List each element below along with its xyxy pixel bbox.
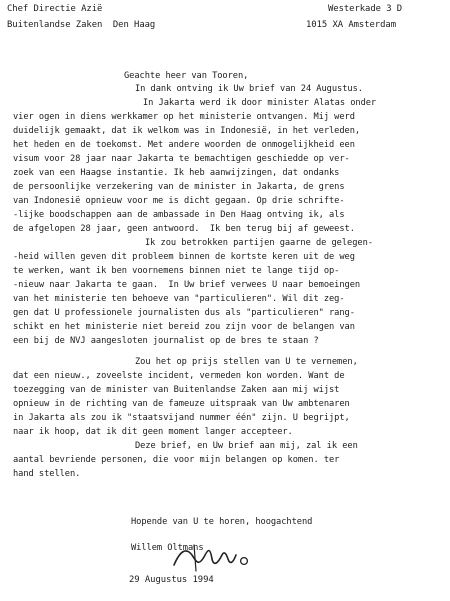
body-line: de afgelopen 28 jaar, geen antwoord. Ik ben terug bij af geweest. bbox=[13, 224, 355, 234]
address-line-2: 1015 XA Amsterdam bbox=[306, 20, 396, 30]
body-line: toezegging van de minister van Buitenlandse Zaken aan mij wijst bbox=[13, 385, 340, 395]
body-line: naar ik hoop, dat ik dit geen moment langer accepteer. bbox=[13, 427, 293, 437]
body-line: hand stellen. bbox=[13, 469, 81, 479]
body-line: zoek van een Haagse instantie. Ik heb aanwijzingen, dat ondanks bbox=[13, 168, 340, 178]
body-line: een bij de NVJ aangesloten journalist op de bres te staan ? bbox=[13, 336, 319, 346]
body-line: opnieuw in de richting van de fameuze uitspraak van Uw ambtenaren bbox=[13, 399, 350, 409]
salutation: Geachte heer van Tooren, bbox=[124, 71, 249, 81]
body-line: duidelijk gemaakt, dat ik welkom was in Indonesië, in het verleden, bbox=[13, 126, 361, 136]
sender-line-2: Buitenlandse Zaken Den Haag bbox=[7, 20, 156, 30]
body-line: aantal bevriende personen, die voor mijn belangen op komen. ter bbox=[13, 455, 340, 465]
body-line: het heden en de toekomst. Met andere woorden de onmogelijkheid een bbox=[13, 140, 355, 150]
body-line: de persoonlijke verzekering van de minister in Jakarta, de grens bbox=[13, 182, 345, 192]
body-line: visum voor 28 jaar naar Jakarta te bemachtigen geschiedde op ver- bbox=[13, 154, 350, 164]
body-line: -heid willen geven dit probleem binnen de kortste keren uit de weg bbox=[13, 252, 355, 262]
body-line: Ik zou betrokken partijen gaarne de gelegen- bbox=[145, 238, 373, 248]
body-line: -nieuw naar Jakarta te gaan. In Uw brief verwees U naar bemoeingen bbox=[13, 280, 361, 290]
letter-date: 29 Augustus 1994 bbox=[129, 575, 214, 585]
body-line: Zou het op prijs stellen van U te vernemen, bbox=[135, 357, 358, 367]
address-line-1: Westerkade 3 D bbox=[328, 4, 403, 14]
body-line: te werken, want ik ben voornemens binnen niet te lange tijd op- bbox=[13, 266, 340, 276]
body-line: van het ministerie ten behoeve van "particulieren". Wil dit zeg- bbox=[13, 294, 345, 304]
body-line: gen dat U professionele journalisten dus als "particulieren" rang- bbox=[13, 308, 355, 318]
body-line: dat een nieuw., zoveelste incident, vermeden kon worden. Want de bbox=[13, 371, 345, 381]
body-line: vier ogen in diens werkkamer op het ministerie ontvangen. Mij werd bbox=[13, 112, 355, 122]
sender-line-1: Chef Directie Azië bbox=[7, 4, 103, 14]
signature-name: Willem Oltmans bbox=[131, 543, 204, 553]
body-line: Deze brief, en Uw brief aan mij, zal ik een bbox=[135, 441, 358, 451]
body-line: In Jakarta werd ik door minister Alatas onder bbox=[143, 98, 377, 108]
closing: Hopende van U te horen, hoogachtend bbox=[131, 517, 313, 527]
body-line: van Indonesië opnieuw voor me is dicht gegaan. Op drie schrifte- bbox=[13, 196, 345, 206]
body-line: In dank ontving ik Uw brief van 24 Augustus. bbox=[135, 84, 363, 94]
body-line: in Jakarta als zou ik "staatsvijand nummer één" zijn. U begrijpt, bbox=[13, 413, 350, 423]
body-line: -lijke boodschappen aan de ambassade in Den Haag ontving ik, als bbox=[13, 210, 345, 220]
body-line: schikt en het ministerie niet bereid zou zijn voor de belangen van bbox=[13, 322, 355, 332]
